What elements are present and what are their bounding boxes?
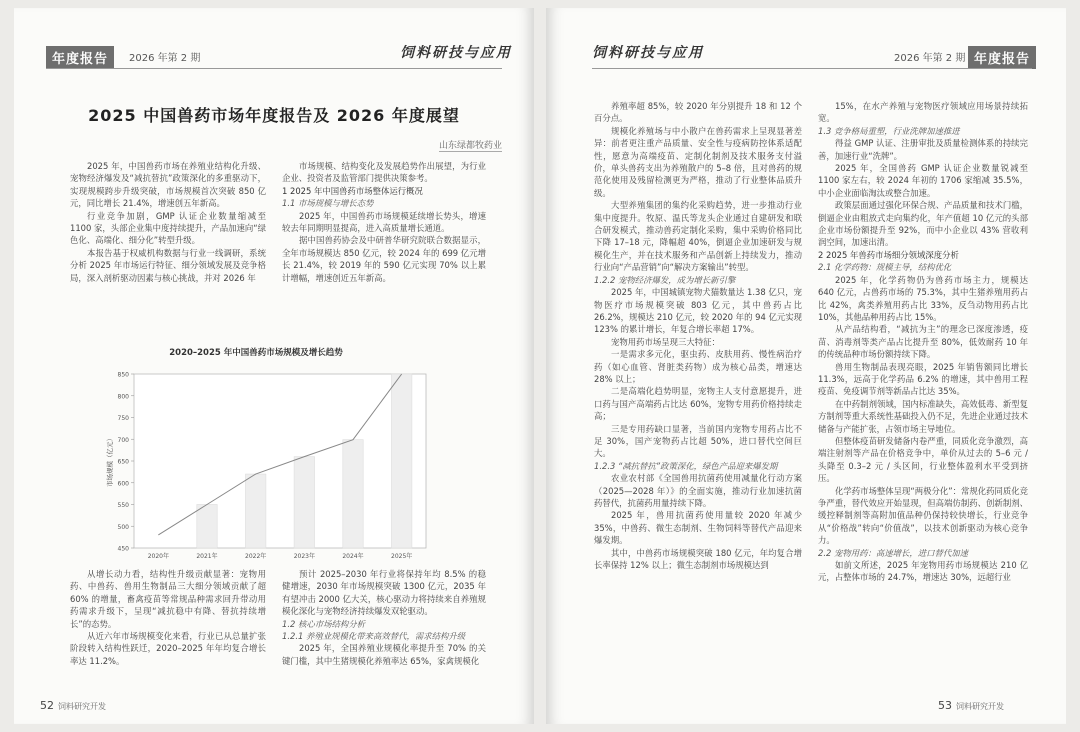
paragraph: 2025 年，中国城镇宠物犬猫数量达 1.38 亿只，宠物医疗市场规模突破 803 亿元，其中兽药占比 26.2%，规模达 210 亿元，较 2020 年的 94 亿元实现 123% 的累计增长，年复合增长率超 17%。 — [594, 287, 802, 335]
subsection-heading: 1.2.1 养殖业规模化带来高效替代，需求结构升级 — [282, 631, 466, 642]
x-tick-label: 2022年 — [245, 553, 267, 560]
subsection-heading: 1.3 竞争格局重塑，行业洗牌加速推进 — [818, 125, 960, 136]
y-axis-label: 市场规模（亿元） — [106, 435, 114, 487]
article-byline: 山东绿都牧药业 — [439, 138, 502, 152]
paragraph: 养殖率超 85%，较 2020 年分别提升 18 和 12 个百分点。 — [594, 101, 802, 124]
left-col1 — [70, 160, 266, 284]
left-bottom-col2 — [282, 568, 486, 667]
publication-name: 饲料研究开发 — [956, 702, 1004, 711]
y-tick-label: 550 — [117, 502, 129, 509]
paragraph: 市场规模、结构变化及发展趋势作出展望，为行业企业、投资者及监管部门提供决策参考。 — [282, 161, 486, 184]
right-section-badge: 年度报告 — [968, 46, 1036, 69]
chart-title: 2020–2025 年中国兽药市场规模及增长趋势 — [169, 348, 343, 358]
paragraph: 2025 年，中国兽药市场在养殖业结构化升级、宠物经济爆发及“减抗替抗”政策深化的多重驱动下，实现规模跨步升级突破，市场规模首次突破 850 亿元，同比增长 21.4%，增速创五年新高。 — [70, 161, 266, 209]
subsection-heading: 1.1 市场规模与增长态势 — [282, 198, 374, 209]
paragraph: 从增长动力看，结构性升级贡献显著：宠物用药、中兽药、兽用生物制品三大细分领域贡献了超 60% 的增量，畜禽疫苗等常规品种需求回升带动用药需求升级下，呈现“减抗稳中有降、替抗持续增长”的态势。 — [70, 569, 266, 629]
y-tick-label: 700 — [117, 436, 129, 444]
paragraph: 政策层面通过强化环保合规、产品质量和技术门槛，倒逼企业由粗放式走向集约化，年产值超 10 亿元的头部企业市场份额提升至 92%，而中小企业以 43% 营收利润空间，加速出清。 — [818, 200, 1028, 248]
y-tick-label: 750 — [117, 415, 129, 422]
article-title: 2025 中国兽药市场年度报告及 2026 年度展望 — [88, 106, 460, 125]
paragraph: 大型养殖集团的集约化采购趋势，进一步推动行业集中度提升。牧原、温氏等龙头企业通过自建研发和联合研发模式，推动兽药定制化采购，集中采购价格同比下降 17–18 元，降幅超 40%，倒逼企业加速研发与规模化生产，并在技术服务和产品创新上持续发力，推动行业向“产品营销”向“解决方案输出”转型。 — [594, 200, 802, 273]
left-col2 — [282, 160, 486, 284]
paragraph: 宠物用药市场呈现三大特征： — [611, 336, 720, 347]
left-page-number — [40, 699, 106, 712]
y-tick-label: 850 — [117, 371, 129, 379]
x-tick-label: 2024年 — [342, 553, 364, 560]
left-brand: 饲料研技与应用 — [400, 45, 512, 61]
left-page — [14, 8, 534, 724]
bar — [294, 457, 314, 548]
section-heading: 2 2025 年兽药市场细分领域深度分析 — [818, 249, 959, 260]
paragraph: 在中药制剂领域，国内标准缺失，高效低毒、新型复方制剂等重大系统性基础投入仍不足，先进企业通过技术储备与产能扩张，占领市场主导地位。 — [818, 398, 1028, 434]
paragraph: 2025 年，化学药物仍为兽药市场主力，规模达 640 亿元，占兽药市场的 75.3%，其中生猪养殖用药占比 42%，禽类养殖用药占比 33%，反刍动物用药占比 10%，其他品种用药占比 15%。 — [818, 274, 1028, 322]
y-tick-label: 450 — [117, 545, 129, 553]
paragraph: 规模化养殖场与中小散户在兽药需求上呈现显著差异：前者更注重产品质量、安全性与疫病防控体系适配性，愿意为高端疫苗、定制化制剂及技术服务支付溢价，单头兽药支出为养殖散户的 5–8 倍，且对兽药的规范化使用及残留检测更为严格，推动了行业整体品质升级。 — [594, 125, 802, 198]
paragraph: 农业农村部《全国兽用抗菌药使用减量化行动方案（2025—2028 年）》的全面实施，推动行业加速抗菌药替代，抗菌药用量持续下降。 — [594, 473, 802, 508]
right-col1 — [594, 100, 802, 571]
subsection-heading: 1.2 核心市场结构分析 — [282, 618, 365, 629]
market-chart — [56, 346, 456, 562]
y-tick-label: 500 — [117, 523, 129, 531]
right-page-number — [938, 699, 1004, 712]
paragraph: 但整体疫苗研发储备内卷严重，同质化竞争激烈，高端注射剂等产品在价格竞争中，单价从过去的 5–6 元 / 头降至 0.3–2 元 / 头区间，行业整体盈利水平受到挤压。 — [818, 435, 1028, 484]
chart-canvas — [56, 358, 456, 564]
paragraph: 得益 GMP 认证、注册审批及质量检测体系的持续完善，加速行业“洗牌”。 — [818, 138, 1028, 161]
paragraph: 三是专用药缺口显著，当前国内宠物专用药占比不足 30%，国产宠物药占比超 50%，进口替代空间巨大。 — [594, 423, 802, 459]
paragraph: 2025 年，中国兽药市场规模延续增长势头，增速较去年同期明显提高，进入高质量增长通道。 — [282, 210, 486, 234]
x-tick-label: 2021年 — [196, 553, 218, 560]
bar — [197, 505, 217, 549]
paragraph: 如前文所述，2025 年宠物用药市场规模达 210 亿元，占整体市场的 24.7%，增速达 30%，远超行业 — [818, 560, 1028, 583]
x-tick-label: 2025年 — [391, 553, 413, 560]
bar — [391, 374, 411, 548]
y-tick-label: 800 — [117, 393, 129, 401]
paragraph: 预计 2025–2030 年行业将保持年均 8.5% 的稳健增速，2030 年市场规模突破 1300 亿元，2035 年有望冲击 2000 亿大关，核心驱动力将持续来自养殖规模化深化与宠物经济持续爆发双轮驱动。 — [282, 569, 486, 617]
paragraph: 从近六年市场规模变化来看，行业已从总量扩张阶段转入结构性跃迁，2020–2025 年年均复合增长率达 11.2%。 — [70, 631, 266, 666]
section-heading: 1 2025 年中国兽药市场整体运行概况 — [282, 185, 423, 196]
subsection-heading: 2.2 宠物用药：高速增长，进口替代加速 — [818, 547, 968, 558]
paragraph: 2025 年，全国兽药 GMP 认证企业数量锐减至 1100 家左右，较 2024 年初的 1706 家缩减 35.5%，中小企业面临淘汰或整合加速。 — [818, 163, 1028, 198]
paragraph: 行业竞争加剧，GMP 认证企业数量缩减至 1100 家，头部企业集中度持续提升，产品加速向“绿色化、高端化、细分化”转型升级。 — [70, 210, 266, 246]
paragraph: 化学药市场整体呈现“两极分化”：常规化药同质化竞争严重，替代效应开始显现，但高端仿制药、创新制剂、缓控释制剂等高附加值品种仍保持较快增长，行业竞争从“价格战”转向“价值战”，以技术创新驱动为核心竞争力。 — [818, 485, 1028, 546]
right-issue: 2026 年第 2 期 — [894, 53, 966, 64]
right-header-rule — [592, 68, 1032, 69]
y-tick-label: 650 — [117, 458, 129, 466]
paragraph: 从产品结构看，“减抗为主”的理念已深度渗透，疫苗、消毒剂等类产品占比提升至 80%，低效耐药 10 年的传统品种市场份额持续下降。 — [818, 324, 1028, 360]
x-tick-label: 2023年 — [293, 553, 315, 560]
right-brand: 饲料研技与应用 — [592, 45, 704, 61]
left-header-rule — [46, 68, 502, 69]
subsection-heading: 1.2.2 宠物经济爆发，成为增长新引擎 — [594, 274, 736, 285]
paragraph: 一是需求多元化，驱虫药、皮肤用药、慢性病治疗药（如心血管、肾脏类药物）成为核心品类，增速达 28% 以上； — [594, 349, 802, 384]
right-page — [546, 8, 1066, 724]
paragraph: 二是高端化趋势明显，宠物主人支付意愿提升，进口药与国产高端药占比达 60%，宠物专用药价格持续走高； — [594, 386, 802, 422]
paragraph: 15%，在水产养殖与宠物医疗领域应用场景持续拓宽。 — [818, 101, 1028, 124]
left-bottom-col1 — [70, 568, 266, 667]
left-issue: 2026 年第 2 期 — [129, 53, 201, 64]
publication-name: 饲料研究开发 — [58, 702, 106, 711]
bar — [245, 474, 265, 548]
paragraph: 兽用生物制品表现亮眼，2025 年销售额同比增长 11.3%，远高于化学药品 6.2% 的增速，其中兽用工程疫苗、免疫调节剂等新品占比达 35%。 — [818, 361, 1028, 397]
right-col2 — [818, 100, 1028, 584]
page-number: 52 — [40, 699, 54, 712]
subsection-heading: 2.1 化学药物：规模主导，结构优化 — [818, 262, 952, 273]
left-section-badge: 年度报告 — [46, 46, 114, 69]
paragraph: 本报告基于权威机构数据与行业一线调研，系统分析 2025 年市场运行特征、细分领域发展及竞争格局，深入剖析驱动因素与核心挑战，并对 2026 年 — [70, 247, 266, 283]
paragraph: 据中国兽药协会及中研普华研究院联合数据显示，全年市场规模达 850 亿元，较 2024 年的 699 亿元增长 21.4%，较 2019 年的 590 亿元实现 70% 以上累计增幅，增速创近五年新高。 — [282, 235, 486, 283]
subsection-heading: 1.2.3 “减抗替抗”政策深化，绿色产品迎来爆发期 — [594, 460, 778, 471]
page-number: 53 — [938, 699, 952, 712]
x-tick-label: 2020年 — [147, 553, 169, 560]
paragraph: 2025 年，全国养殖业规模化率提升至 70% 的关键门槛，其中生猪规模化养殖率达 65%，家禽规模化 — [282, 643, 486, 666]
paragraph: 其中，中兽药市场规模突破 180 亿元，年均复合增长率保持 12% 以上；微生态制剂市场规模达到 — [594, 547, 802, 571]
paragraph: 2025 年，兽用抗菌药使用量较 2020 年减少 35%，中兽药、微生态制剂、生物饲料等替代产品迎来爆发期。 — [594, 510, 802, 546]
bar — [343, 440, 363, 548]
y-tick-label: 600 — [117, 480, 129, 488]
